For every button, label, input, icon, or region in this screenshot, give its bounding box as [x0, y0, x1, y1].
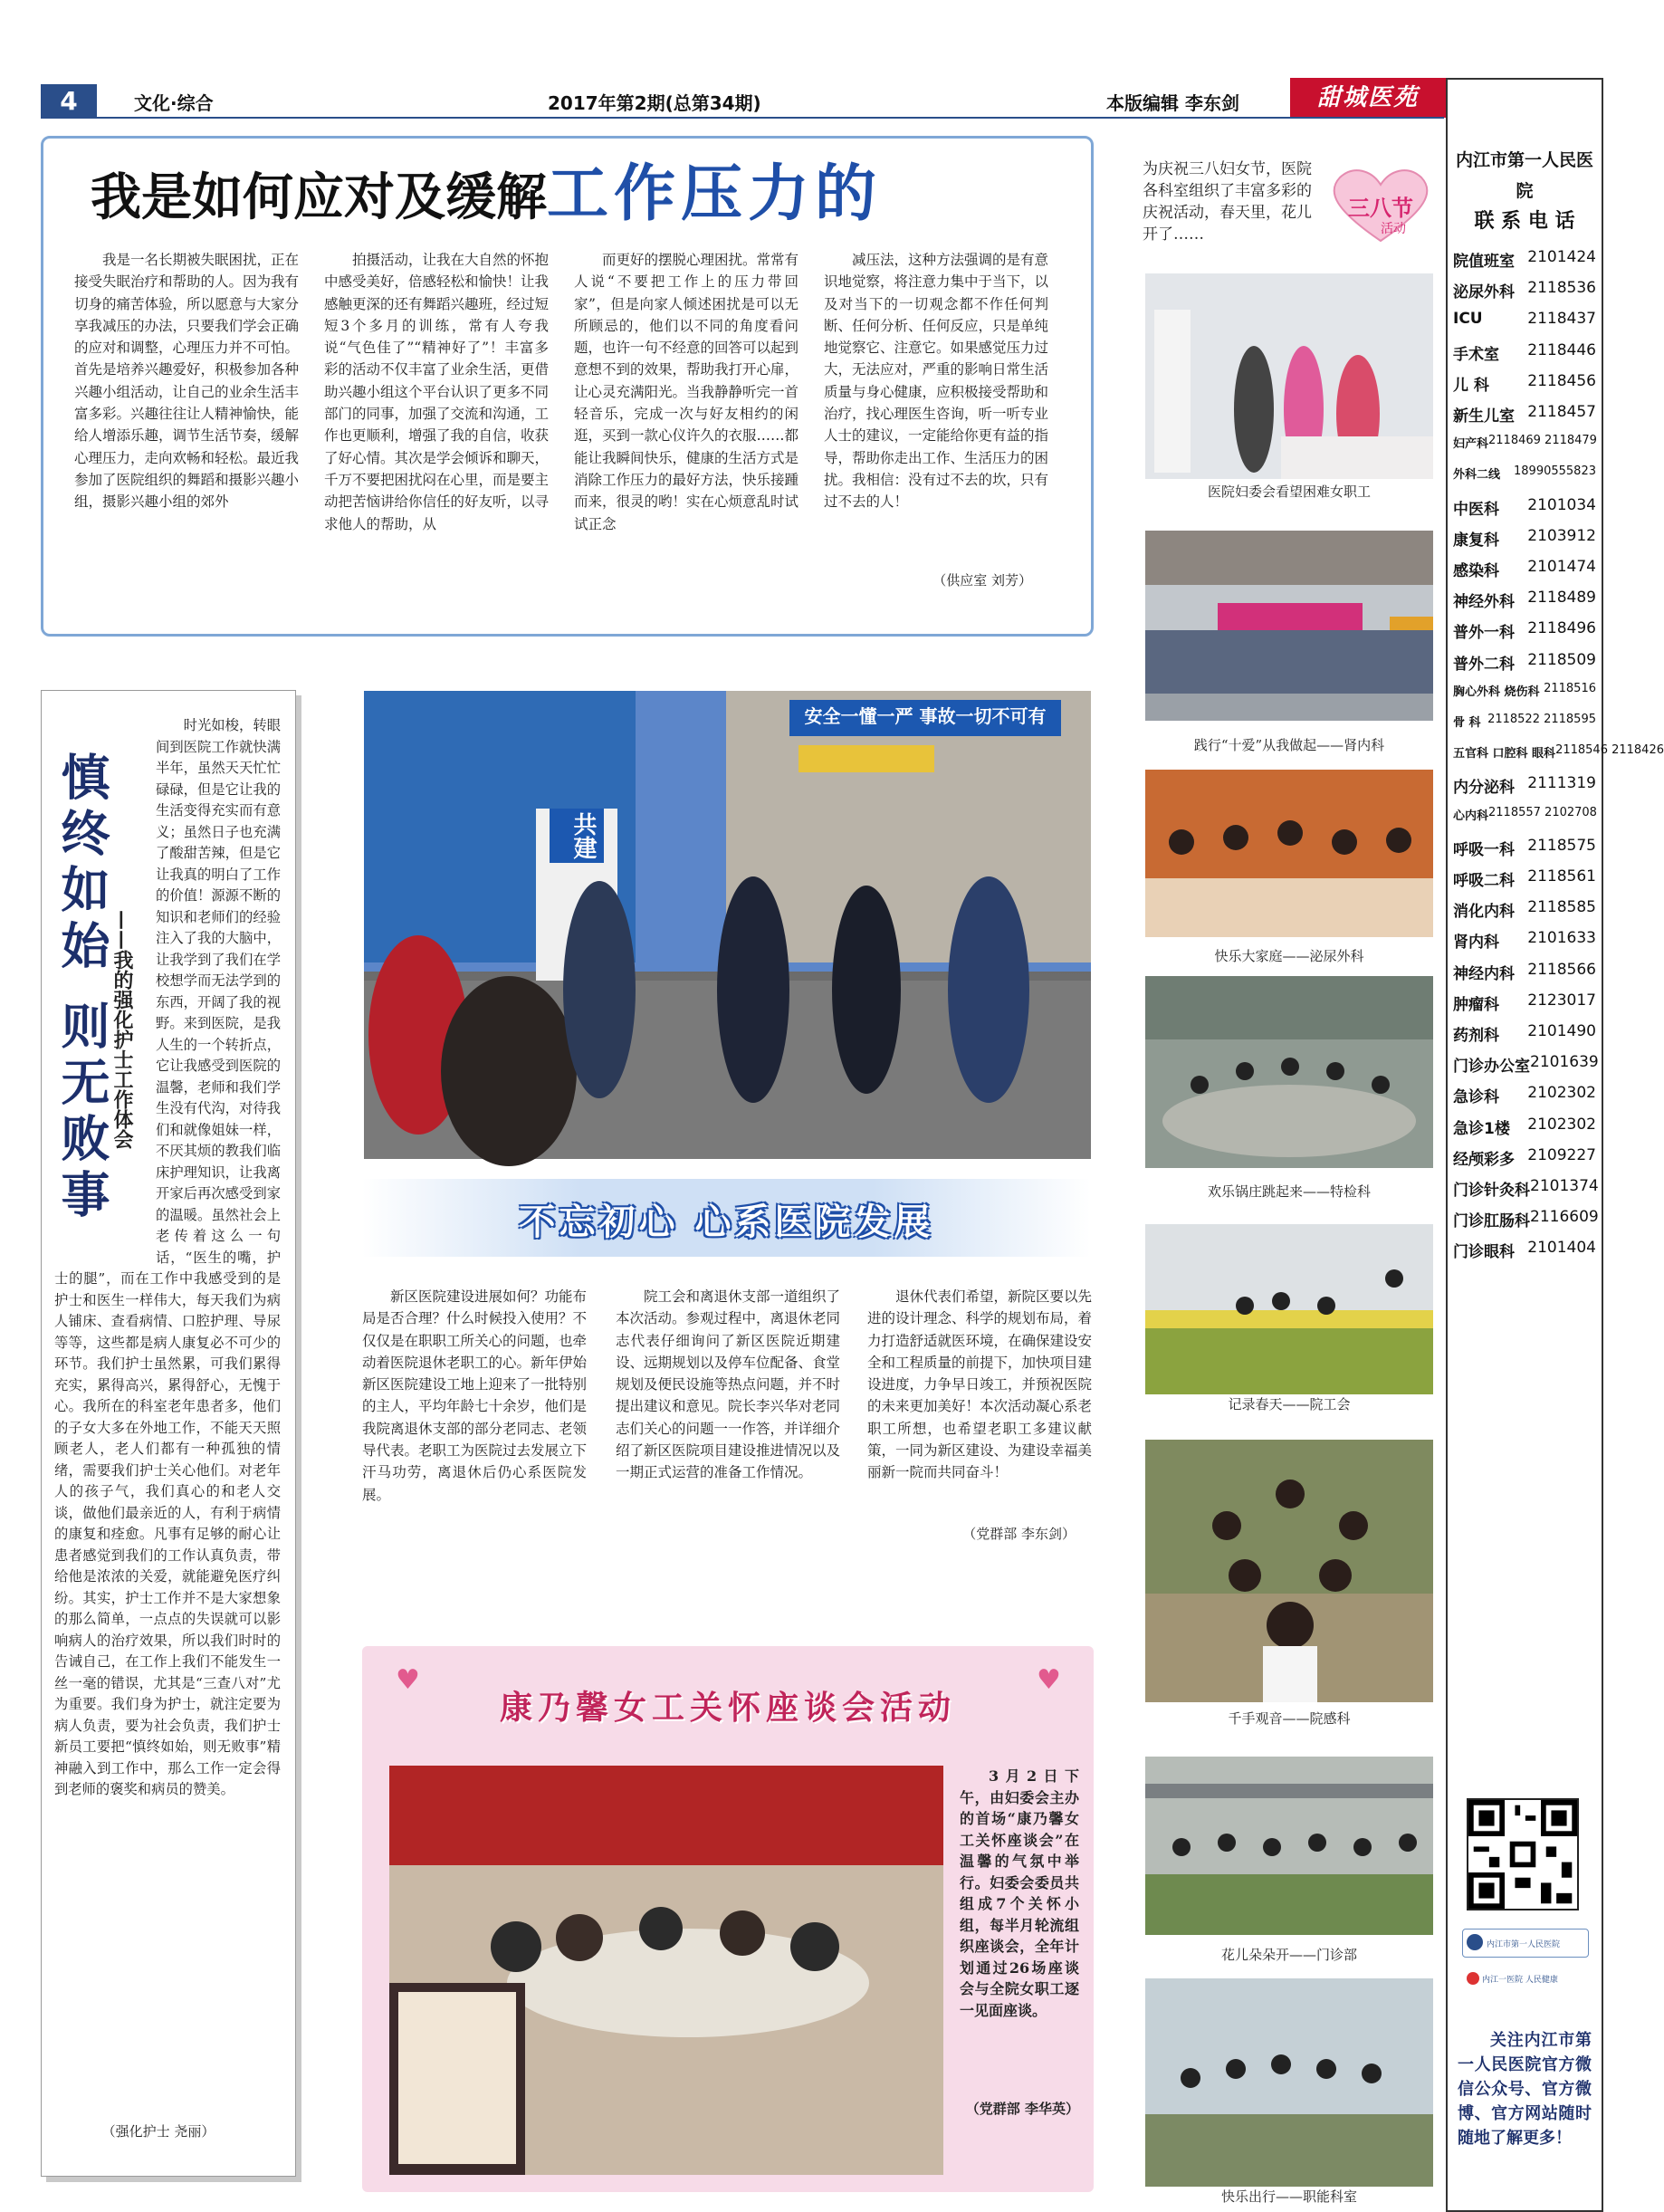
construction-sign-text: 共建: [550, 809, 604, 863]
directory-row: [1449, 837, 1600, 859]
directory-dept: 肿瘤科: [1453, 995, 1499, 1014]
carnation-meeting-photo: [389, 1766, 943, 2175]
directory-dept: 心内科: [1453, 809, 1489, 823]
photo-2: [1145, 531, 1433, 721]
directory-row: [1449, 558, 1600, 580]
directory-row: [1449, 682, 1600, 699]
directory-dept: 胸心外科 烧伤科: [1453, 685, 1540, 699]
directory-phone: 2118496: [1527, 619, 1596, 638]
directory-row: [1449, 1208, 1600, 1230]
directory-dept: 普外二科: [1453, 655, 1515, 674]
photo-6: [1145, 1440, 1433, 1702]
directory-row: [1449, 496, 1600, 519]
directory-row: [1449, 1239, 1600, 1261]
directory-phone: 2118575: [1527, 836, 1596, 855]
article1-col1: 我是一名长期被失眠困扰，正在接受失眠治疗和帮助的人。因为我有切身的痛苦体验，所以愿意与大家分享我减压的办法，只要我们学会正确的应对和调整，心理压力并不可怕。首先是培养兴趣爱好，积极参加各种兴趣小组活动，让自己的业余生活丰富多彩。兴趣往往让人精神愉快，能给人增添乐趣，调节生活节奏，缓解心理压力，走向欢畅和轻松。最近我参加了医院组织的舞蹈和摄影兴趣小组，摄影兴趣小组的郊外: [74, 252, 300, 511]
article1-title-plain: 我是如何应对及缓解: [91, 168, 547, 227]
photo-5: [1145, 1224, 1433, 1394]
article3-col2: 院工会和离退休支部一道组织了本次活动。参观过程中，离退休老同志代表仔细询问了新区医院近期建设、远期规划以及停车位配备、食堂规划及便民设施等热点问题，并不时提出建议和意见。院长李兴华对老同志们关心的问题一一作答，并详细介绍了新区医院项目建设推进情况以及一期正式运营的准备工作情况。: [616, 1288, 841, 1481]
directory-dept: 呼吸一科: [1453, 840, 1515, 859]
directory-dept: 骨 科: [1453, 716, 1481, 730]
womens-day-badge: 三八节 活动: [1326, 165, 1435, 244]
photo-2-caption: 践行“十爱”从我做起——肾内科: [1193, 737, 1385, 753]
directory-row: [1449, 1053, 1600, 1076]
article4-body: 3月2日下午，由妇委会主办的首场“康乃馨女工关怀座谈会”在温馨的气氛中举行。妇委会委员共组成7个关怀小组，每半月轮流组织座谈会，全年计划通过26场座谈会与全院女职工逐一见面座谈。: [960, 1767, 1079, 2019]
directory-dept: 消化内科: [1453, 903, 1515, 922]
photo-7: [1145, 1757, 1433, 1935]
directory-title: 内江市第一人民医院: [1455, 150, 1593, 201]
directory-dept: 急诊1楼: [1453, 1119, 1510, 1138]
directory-phone: 2118457: [1527, 403, 1596, 421]
photo-1-caption: 医院妇委会看望困难女职工: [1207, 484, 1371, 500]
construction-sign-text: 安全一懂一严 事故一切不可有: [804, 705, 1047, 727]
directory-row: [1449, 248, 1600, 271]
article1-col4: 减压法，这种方法强调的是有意识地觉察，将注意力集中于当下，以及对当下的一切观念都不作任何判断、任何分析、任何反应，只是单纯地觉察它、注意它。如果感觉压力过大，无法应对，严重的影响日常生活质量与身心健康，应积极接受帮助和治疗，找心理医生咨询，听一听专业人士的建议，一定能给你更有益的指导，帮助你走出工作、生活压力的困扰。我相信：没有过不去的坎，只有过不去的人！: [824, 252, 1049, 511]
directory-phone: 2118566: [1527, 960, 1596, 979]
directory-dept: 经颅彩多: [1453, 1150, 1515, 1169]
spring-field-illustration: [1145, 1224, 1433, 1394]
section-label: 文化·综合: [134, 92, 214, 114]
directory-row: [1449, 1022, 1600, 1045]
directory-row: [1449, 991, 1600, 1014]
directory-phone: 2101633: [1527, 929, 1596, 948]
directory-subtitle: 联 系 电 话: [1474, 210, 1575, 233]
directory-dept: 门诊办公室: [1453, 1058, 1530, 1077]
article1-col3: 而更好的摆脱心理困扰。常常有人说“不要把工作上的压力带回家”，但是向家人倾述困扰是可以无所顾忌的，他们以不同的角度看问题，也许一句不经意的回答可以起到意想不到的效果，帮助我打开心扉，让心灵充满阳光。当我静静听完一首轻音乐，完成一次与好友相约的闲逛，买到一款心仪许久的衣服……都能让我瞬间快乐，健康的生活方式是消除工作压力的最好方法，快乐接踵而来，很灵的哟！实在心烦意乱时试试正念: [574, 252, 799, 532]
directory-phone: 2118509: [1527, 650, 1596, 669]
editor-label: 本版编辑 李东剑: [1106, 92, 1239, 114]
directory-phone: 2101490: [1527, 1022, 1596, 1040]
thousand-hand-illustration: [1145, 1440, 1433, 1702]
directory-row: [1449, 1084, 1600, 1106]
meeting-scene-illustration: [389, 1766, 943, 2175]
article2-sign: （强化护士 尧丽）: [101, 2123, 215, 2140]
photo-3: [1145, 770, 1433, 937]
directory-dept: 肾内科: [1453, 934, 1499, 953]
directory-dept: 感染科: [1453, 562, 1499, 580]
directory-dept: 泌尿外科: [1453, 283, 1515, 302]
directory-header: [1448, 145, 1602, 237]
photo-8-caption: 快乐出行——职能科室: [1220, 2188, 1357, 2205]
article1-title: [91, 145, 882, 233]
directory-dept: 手术室: [1453, 345, 1499, 364]
construction-scene-illustration: [364, 691, 1091, 1159]
directory-phone: 2101034: [1527, 495, 1596, 514]
directory-phone: 2118546 2118426: [1555, 743, 1664, 758]
article3-col3: 退休代表们希望，新院区要以先进的设计理念、科学的规划布局，着力打造舒适就医环境，在确保建设安全和工程质量的前提下，加快项目建设进度，力争早日竣工，并预祝医院的未来更加美好！本次活动凝心系老职工所想，也希望老职工多建议献策，一同为新区建设、为建设幸福美丽新一院而共同奋斗！: [867, 1288, 1093, 1481]
directory-row: [1449, 279, 1600, 302]
directory-dept: 神经外科: [1453, 593, 1515, 612]
directory-dept: ICU: [1453, 310, 1483, 329]
article1-col2: 拍摄活动，让我在大自然的怀抱中感受美好，倍感轻松和愉快！让我感触更深的还有舞蹈兴趣班，经过短短3个多月的训练，常有人夸我说“气色佳了”“精神好了”！丰富多彩的活动不仅丰富了业余生活，更借助兴趣小组这个平台认识了更多不同部门的同事，加强了交流和沟通，工作也更顺利，增强了我的自信，收获了好心情。其次是学会倾诉和聊天，千万不要把困扰闷在心里，而是要主动把苦恼讲给你信任的好友听，以寻求他人的帮助，从: [324, 252, 550, 532]
directory-dept: 儿 科: [1453, 376, 1489, 395]
directory-row: [1449, 403, 1600, 426]
family-dance-illustration: [1145, 770, 1433, 937]
wechat-account-label[interactable]: 内江市第一人民医院: [1462, 1929, 1589, 1958]
directory-dept: 药剂科: [1453, 1027, 1499, 1045]
article2-title: 慎终如始 则无败事: [53, 752, 111, 1225]
article3-banner: 不忘初心 心系医院发展: [519, 1201, 934, 1243]
directory-row: [1449, 651, 1600, 674]
qr-code[interactable]: [1467, 1798, 1579, 1910]
weibo-icon: [1467, 1972, 1479, 1985]
photo-7-caption: 花儿朵朵开——门诊部: [1220, 1947, 1357, 1963]
directory-phone: 2102302: [1527, 1115, 1596, 1134]
directory-phone: 2111319: [1527, 774, 1596, 793]
hospital-logo-icon: [1467, 1934, 1483, 1950]
directory-phone: 2118446: [1527, 340, 1596, 359]
directory-dept: 内分泌科: [1453, 779, 1515, 798]
ward-visit-illustration: [1145, 273, 1433, 479]
photo-3-caption: 快乐大家庭——泌尿外科: [1214, 948, 1364, 964]
directory-phone: 2123017: [1527, 991, 1596, 1010]
article2-body: 时光如梭，转眼间到医院工作就快满半年，虽然天天忙忙碌碌，但是它让我的生活变得充实而有意义；虽然日子也充满了酸甜苦辣，但是它让我真的明白了工作的价值！源源不断的知识和老师们的经验注入了我的大脑中，让我学到了我们在学校想学而无法学到的东西，开阔了我的视野。来到医院，是我人生的一个转折点，它让我感受到医院的温馨，老师和我们学生没有代沟，对待我们和就像姐妹一样，不厌其烦的教我们临床护理知识，让我离开家后再次感受到家的温暖。虽然社会上老传着这么一句话，“医生的嘴，护士的腿”，而在工作中我感受到的是护士和医生一样伟大，每天我们为病人铺床、查看病情、口腔护理、导尿等等，这些都是病人康复必不可少的环节。我们护士虽然累，可我们累得充实，累得高兴，累得舒心，无愧于心。我所在的科室老年患者多，他们的子女大多在外地工作，不能天天照顾老人，老人们都有一种孤独的情绪，需要我们护士关心他们。对老年人的孩子气，我们真心的和老人交谈，做他们最亲近的人，有利于病情的康复和痊愈。凡事有足够的耐心让患者感觉到我们的工作认真负责，带给他是浓浓的关爱，就能避免医疗纠纷。其实，护士工作并不是大家想象的那么简单，一点点的失误就可以影响病人的治疗效果，所以我们时时的告诫自己，在工作上我们不能发生一丝一毫的错误，尤其是“三查八对”尤为重要。我们身为护士，就注定要为病人负责，要为社会负责，我们护士新员工要把“慎终如始，则无败事”精神融入到工作中，那么工作一定会得到老师的褒奖和病员的赞美。: [54, 717, 281, 1797]
directory-row: [1449, 743, 1664, 761]
directory-row: [1449, 372, 1600, 395]
qr-code-icon: [1468, 1800, 1577, 1909]
group-photo-illustration: [1145, 531, 1433, 721]
directory-row: [1449, 619, 1600, 642]
directory-row: [1449, 1146, 1600, 1169]
directory-row: [1449, 589, 1600, 611]
directory-row: [1449, 929, 1600, 952]
page-number: 4: [41, 84, 97, 119]
directory-dept: 呼吸二科: [1453, 872, 1515, 890]
issue-label: 2017年第2期(总第34期): [548, 92, 761, 114]
directory-phone: 2101424: [1527, 248, 1596, 266]
directory-dept: 院值班室: [1453, 253, 1515, 271]
directory-phone: 2109227: [1527, 1145, 1596, 1164]
outing-jump-illustration: [1145, 1978, 1433, 2187]
directory-phone: 2103912: [1527, 526, 1596, 545]
article1-title-highlight: 工作压力的: [547, 158, 883, 230]
header-rule: [41, 117, 1444, 119]
directory-row: [1449, 806, 1600, 823]
photo-1: [1145, 273, 1433, 479]
directory-phone: 2101639: [1530, 1053, 1599, 1072]
weibo-account-label[interactable]: 内江一医院 人民健康: [1482, 1976, 1558, 1985]
directory-dept: 门诊肛肠科: [1453, 1212, 1530, 1231]
directory-dept: 康复科: [1453, 531, 1499, 550]
directory-row: [1449, 961, 1600, 983]
directory-phone: 2102302: [1527, 1084, 1596, 1103]
directory-phone: 2101374: [1530, 1177, 1599, 1195]
directory-phone: 2118585: [1527, 898, 1596, 917]
directory-phone: 2118489: [1527, 589, 1596, 608]
directory-row: [1449, 464, 1600, 482]
directory-dept: 中医科: [1453, 500, 1499, 519]
directory-phone: 2118561: [1527, 867, 1596, 886]
directory-phone: 2101474: [1527, 558, 1596, 576]
directory-phone: 2118516: [1544, 681, 1596, 695]
directory-row: [1449, 774, 1600, 797]
directory-row: [1449, 1177, 1600, 1200]
directory-phone: 2118522 2118595: [1487, 713, 1596, 726]
article2-subtitle: ——我的强化护士工作体会: [110, 910, 134, 1149]
directory-phone: 2118469 2118479: [1488, 434, 1597, 448]
article3-sign: （党群部 李东剑）: [962, 1526, 1076, 1542]
follow-text: 关注内江市第一人民医院官方微信公众号、官方微博、官方网站随时随地了解更多！: [1458, 2031, 1592, 2148]
directory-row: [1449, 867, 1600, 890]
directory-phone: 2118456: [1527, 371, 1596, 390]
directory-row: [1449, 341, 1600, 364]
directory-dept: 门诊眼科: [1453, 1243, 1515, 1262]
directory-dept: 五官科 口腔科 眼科: [1453, 747, 1556, 761]
flowers-group-illustration: [1145, 1757, 1433, 1935]
heart-icon: ♥: [1037, 1664, 1061, 1696]
directory-dept: 神经内科: [1453, 964, 1515, 983]
directory-dept: 新生儿室: [1453, 407, 1515, 426]
photo-4-caption: 欢乐锅庄跳起来——特检科: [1207, 1183, 1371, 1200]
directory-row: [1449, 898, 1600, 921]
directory-phone: 18990555823: [1514, 464, 1596, 479]
directory-dept: 妇产科: [1453, 437, 1489, 452]
photo-4: [1145, 976, 1433, 1168]
directory-dept: 门诊针灸科: [1453, 1182, 1530, 1200]
article1-sign: （供应室 刘芳）: [932, 572, 1032, 589]
directory-phone: 2118437: [1527, 310, 1596, 329]
photo-8: [1145, 1978, 1433, 2187]
heart-icon: ♥: [396, 1664, 420, 1696]
directory-phone: 2118557 2102708: [1488, 805, 1597, 819]
directory-row: [1449, 434, 1600, 451]
brand-logo: 甜城医苑: [1290, 78, 1446, 118]
directory-row: [1449, 1116, 1600, 1138]
directory-row: [1449, 527, 1600, 550]
article3-col1: 新区医院建设进展如何？功能布局是否合理？什么时候投入使用？不仅仅是在职职工所关心的问题，也牵动着医院退休老职工的心。新年伊始新区医院建设工地上迎来了一批特别的主人，平均年龄七十余岁，他们是我院离退休支部的部分老同志、老领导代表。老职工为医院过去发展立下汗马功劳，离退休后仍心系医院发展。: [362, 1288, 588, 1503]
photo-6-caption: 千手观音——院感科: [1228, 1710, 1351, 1727]
circle-dance-illustration: [1145, 976, 1433, 1168]
directory-row: [1449, 310, 1600, 328]
directory-dept: 外科二线: [1453, 468, 1501, 483]
directory-phone: 2118536: [1527, 279, 1596, 298]
article4-banner: 康乃馨女工关怀座谈会活动: [499, 1689, 956, 1727]
photo-5-caption: 记录春天——院工会: [1228, 1396, 1351, 1412]
directory-phone: 2116609: [1530, 1208, 1599, 1227]
directory-row: [1449, 713, 1600, 730]
directory-phone: 2101404: [1527, 1239, 1596, 1258]
construction-photo: [364, 691, 1091, 1159]
womens-day-intro: 为庆祝三八妇女节，医院各科室组织了丰富多彩的庆祝活动，春天里，花儿开了……: [1143, 160, 1312, 244]
article4-sign: （党群部 李华英）: [965, 2101, 1079, 2117]
directory-dept: 普外一科: [1453, 624, 1515, 643]
directory-dept: 急诊科: [1453, 1088, 1499, 1107]
